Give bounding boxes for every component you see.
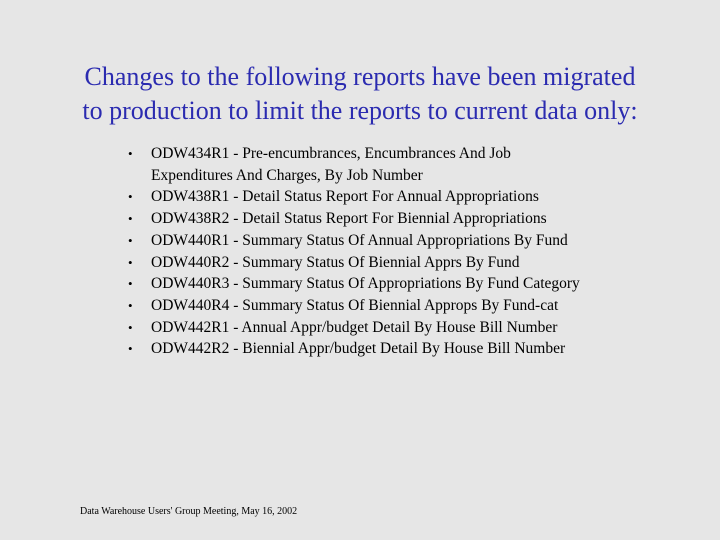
bullet-icon: •: [128, 254, 133, 270]
bullet-icon: •: [128, 319, 133, 335]
bullet-icon: •: [128, 189, 133, 205]
report-item-text: ODW440R1 - Summary Status Of Annual Appropriations By Fund: [151, 231, 568, 249]
report-item-text: ODW438R2 - Detail Status Report For Biennial Appropriations: [151, 210, 547, 228]
slide-title-line-1: Changes to the following reports have been migrated: [84, 62, 636, 91]
report-item-text: ODW440R3 - Summary Status Of Appropriations By Fund Category: [151, 275, 580, 293]
report-item-text: ODW434R1 - Pre-encumbrances, Encumbrances And Job: [151, 145, 511, 162]
bullet-icon: •: [128, 297, 133, 313]
report-item-text: ODW440R4 - Summary Status Of Biennial Approps By Fund-cat: [151, 296, 559, 314]
report-item: [128, 338, 688, 360]
report-item-text: ODW442R2 - Biennial Appr/budget Detail By House Bill Number: [151, 340, 566, 358]
report-list: [128, 143, 688, 360]
report-item: [128, 317, 688, 339]
report-item-text-continued: Expenditures And Charges, By Job Number: [151, 166, 423, 184]
report-item: [128, 208, 688, 230]
bullet-icon: •: [128, 211, 133, 227]
bullet-icon: •: [128, 341, 133, 357]
report-item: [128, 186, 688, 208]
report-item: [128, 252, 688, 274]
bullet-icon: •: [128, 276, 133, 292]
bullet-icon: •: [128, 232, 133, 248]
report-item: [128, 230, 688, 252]
report-item: [128, 273, 688, 295]
report-item: [128, 143, 688, 186]
report-item-text: ODW442R1 - Annual Appr/budget Detail By House Bill Number: [151, 318, 558, 336]
report-item-text: ODW440R2 - Summary Status Of Biennial Apprs By Fund: [151, 253, 520, 271]
report-item: [128, 295, 688, 317]
report-item-text: ODW438R1 - Detail Status Report For Annual Appropriations: [151, 188, 539, 206]
slide-title-line-2: to production to limit the reports to current data only:: [82, 96, 638, 125]
slide-title: [40, 60, 680, 128]
slide-footer: Data Warehouse Users' Group Meeting, May 16, 2002: [80, 506, 298, 517]
bullet-icon: •: [128, 146, 133, 161]
